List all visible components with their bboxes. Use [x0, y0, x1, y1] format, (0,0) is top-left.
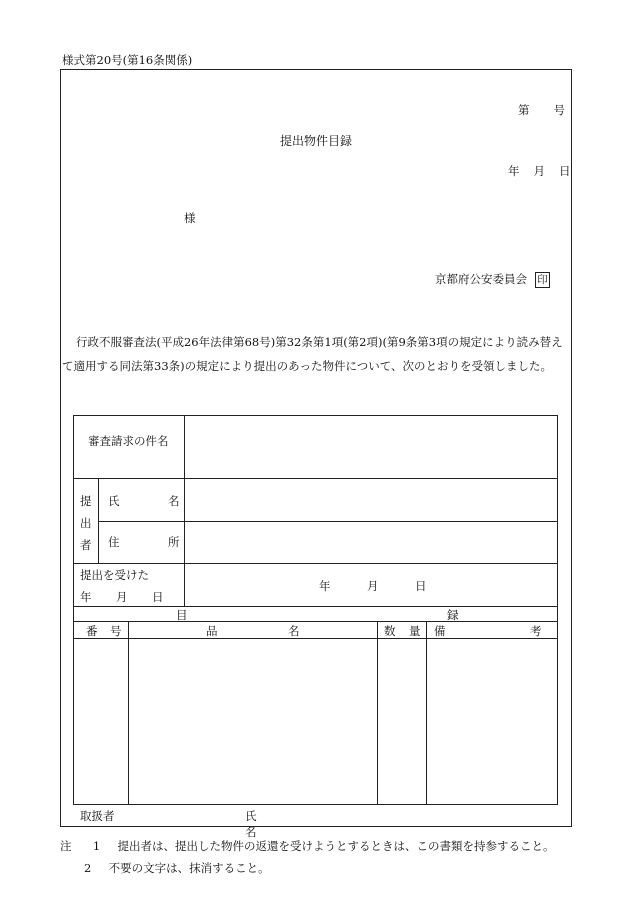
- col-item-char: 品: [206, 624, 218, 638]
- issuer-name: 京都府公安委員会: [435, 272, 527, 286]
- inventory-header-char: 録: [447, 608, 459, 622]
- col-number-char: 番: [86, 624, 98, 638]
- form-number: 様式第20号(第16条関係): [62, 53, 193, 67]
- received-date-year: 年: [319, 579, 331, 593]
- table-divider: [74, 478, 557, 479]
- received-label-day: 日: [152, 590, 164, 604]
- address-label-char: 住: [108, 535, 120, 549]
- col-qty-char: 量: [409, 624, 421, 638]
- seal-mark: 印: [535, 272, 550, 288]
- col-remarks-char: 考: [530, 624, 542, 638]
- table-divider: [74, 563, 557, 564]
- table-divider: [74, 621, 557, 622]
- name-label-char: 名: [168, 494, 180, 508]
- submitter-label-char: 出: [80, 516, 92, 530]
- notes: [60, 835, 554, 879]
- note-number: 2: [84, 861, 92, 875]
- table-divider: [98, 478, 99, 563]
- handler-label: 取扱者: [80, 809, 115, 823]
- note-number: 1: [92, 839, 101, 853]
- col-remarks-char: 備: [434, 624, 446, 638]
- date-month: 月: [533, 164, 545, 178]
- inventory-table: [73, 415, 558, 805]
- note-item: [60, 857, 554, 879]
- col-item-char: 名: [288, 624, 300, 638]
- col-number-char: 号: [110, 624, 122, 638]
- inventory-header-char: 目: [176, 608, 188, 622]
- body-text: 行政不服審査法(平成26年法律第68号)第32条第1項(第2項)(第9条第3項の規定により読み替えて適用する同法第33条)の規定により提出のあった物件について、次のとおりを受領しました。: [62, 335, 563, 373]
- handler-row: [80, 808, 257, 839]
- note-item: [60, 835, 554, 857]
- submitter-label-char: 提: [80, 494, 92, 508]
- submitter-label-char: 者: [80, 538, 92, 552]
- note-text: 提出者は、提出した物件の返還を受けようとするときは、この書類を持参すること。: [117, 839, 555, 853]
- received-date-month: 月: [367, 579, 379, 593]
- col-qty-char: 数: [384, 624, 396, 638]
- notes-prefix: 注: [60, 839, 72, 853]
- table-divider: [74, 638, 557, 639]
- addressee-suffix: 様: [184, 211, 196, 225]
- received-label: 提出を受けた: [80, 568, 149, 582]
- table-divider: [128, 621, 129, 804]
- table-divider: [74, 606, 557, 607]
- date-year: 年: [508, 164, 520, 178]
- document-title: 提出物件目録: [280, 134, 353, 148]
- number-suffix: 号: [553, 103, 565, 117]
- address-label-char: 所: [168, 535, 180, 549]
- received-date-day: 日: [415, 579, 427, 593]
- issue-date: [508, 163, 571, 179]
- issuer: [435, 271, 550, 288]
- handler-name-label: 氏名: [245, 809, 257, 839]
- received-label-month: 月: [116, 590, 128, 604]
- name-label-char: 氏: [108, 494, 120, 508]
- table-divider: [184, 416, 185, 606]
- received-label-year: 年: [80, 590, 92, 604]
- case-name-label: 審査請求の件名: [88, 434, 169, 448]
- document-number: [518, 102, 565, 118]
- number-prefix: 第: [518, 103, 530, 117]
- table-divider: [426, 621, 427, 804]
- note-text: 不要の文字は、抹消すること。: [108, 861, 270, 875]
- table-divider: [98, 521, 557, 522]
- date-day: 日: [559, 164, 571, 178]
- table-divider: [377, 621, 378, 804]
